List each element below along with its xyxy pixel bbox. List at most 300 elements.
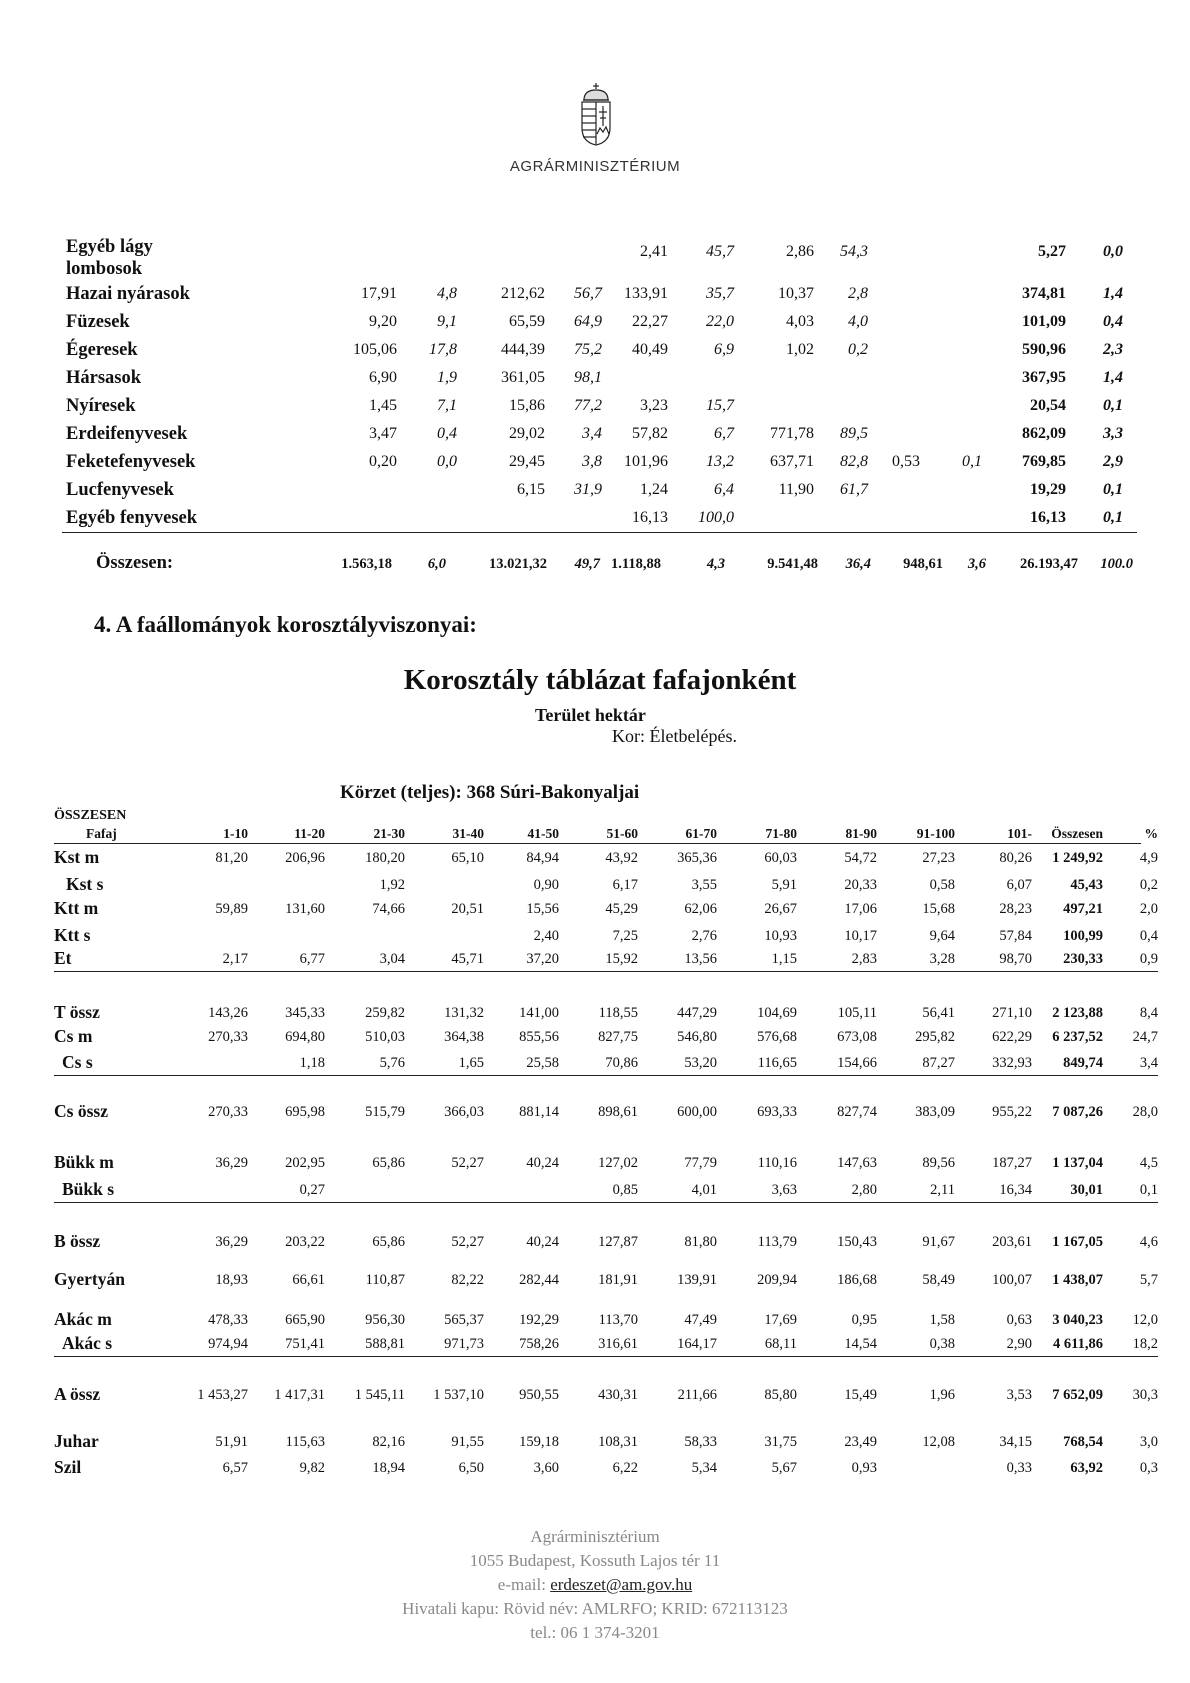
age-cell: 383,09	[915, 1104, 955, 1120]
age-cell: 2,40	[533, 928, 559, 944]
age-cell: 82,16	[372, 1434, 405, 1450]
table-cell: 1,4	[1103, 369, 1123, 386]
age-cell: 4,01	[691, 1182, 717, 1198]
age-cell: 131,60	[285, 901, 325, 917]
table-cell: 16,13	[1030, 509, 1066, 526]
column-header: %	[1144, 826, 1158, 841]
age-cell: 57,84	[999, 928, 1032, 944]
age-cell: 0,93	[851, 1460, 877, 1476]
age-cell: 2 123,88	[1052, 1005, 1103, 1021]
age-cell: 10,17	[844, 928, 877, 944]
age-cell: 673,08	[837, 1029, 877, 1045]
age-cell: 56,41	[922, 1005, 955, 1021]
age-cell: 30,01	[1070, 1182, 1103, 1198]
total-cell: 3,6	[967, 556, 986, 572]
age-cell: 827,75	[598, 1029, 638, 1045]
age-cell: 600,00	[677, 1104, 717, 1120]
table-cell: 13,2	[706, 453, 734, 470]
age-cell: 3,0	[1139, 1434, 1158, 1450]
age-cell: 695,98	[285, 1104, 325, 1120]
species-label: Erdeifenyvesek	[66, 424, 188, 444]
age-cell: 147,63	[837, 1155, 877, 1171]
species-row-label: T össz	[54, 1002, 100, 1022]
age-cell: 65,10	[451, 850, 484, 866]
table-cell: 6,90	[369, 369, 397, 386]
age-cell: 108,31	[598, 1434, 638, 1450]
coat-of-arms-logo	[578, 82, 614, 146]
species-row-label: Cs s	[62, 1052, 93, 1072]
table-cell: 105,06	[353, 341, 397, 358]
table-cell: 3,47	[369, 425, 397, 442]
species-row-label: Kst m	[54, 847, 100, 867]
age-cell: 855,56	[519, 1029, 559, 1045]
age-cell: 5,76	[379, 1055, 405, 1071]
table-cell: 17,8	[429, 341, 457, 358]
footer-email-line	[345, 1575, 845, 1595]
age-cell: 0,63	[1006, 1312, 1032, 1328]
age-cell: 2,80	[851, 1182, 877, 1198]
age-cell: 37,20	[526, 951, 559, 967]
age-cell: 7 087,26	[1052, 1104, 1103, 1120]
age-cell: 52,27	[451, 1234, 484, 1250]
table-cell: 0,1	[1103, 397, 1123, 414]
age-cell: 282,44	[519, 1272, 559, 1288]
age-cell: 270,33	[208, 1104, 248, 1120]
table-cell: 6,4	[714, 481, 734, 498]
table-cell: 22,0	[706, 313, 734, 330]
table-cell: 82,8	[840, 453, 868, 470]
table-cell: 1,9	[437, 369, 457, 386]
age-cell: 98,70	[999, 951, 1032, 967]
age-cell: 206,96	[285, 850, 325, 866]
age-cell: 36,29	[215, 1155, 248, 1171]
subtotal-rule	[54, 971, 1158, 972]
species-row-label: Cs össz	[54, 1101, 108, 1121]
age-cell: 91,67	[922, 1234, 955, 1250]
table-cell: 89,5	[840, 425, 868, 442]
total-cell: 36,4	[845, 556, 871, 572]
table-cell: 19,29	[1030, 481, 1066, 498]
age-cell: 81,80	[684, 1234, 717, 1250]
table-cell: 0,1	[962, 453, 982, 470]
age-cell: 65,86	[372, 1234, 405, 1250]
table-cell: 6,15	[517, 481, 545, 498]
age-cell: 7 652,09	[1052, 1387, 1103, 1403]
table-cell: 3,3	[1103, 425, 1123, 442]
species-label: Lucfenyvesek	[66, 480, 174, 500]
species-row-label: Bükk s	[62, 1179, 115, 1199]
age-cell: 1 453,27	[197, 1387, 248, 1403]
age-cell: 1,15	[771, 951, 797, 967]
table-subtitle: Terület hektár	[535, 705, 646, 725]
age-cell: 53,20	[684, 1055, 717, 1071]
table-cell: 4,8	[437, 285, 457, 302]
age-cell: 45,71	[451, 951, 484, 967]
table-cell: 20,54	[1030, 397, 1066, 414]
age-cell: 159,18	[519, 1434, 559, 1450]
table-cell: 590,96	[1022, 341, 1066, 358]
age-cell: 4 611,86	[1053, 1336, 1103, 1352]
table-cell: 57,82	[632, 425, 668, 442]
age-cell: 665,90	[285, 1312, 325, 1328]
age-cell: 51,91	[215, 1434, 248, 1450]
age-cell: 546,80	[677, 1029, 717, 1045]
table-cell: 1,45	[369, 397, 397, 414]
species-label: Feketefenyvesek	[66, 452, 196, 472]
table-cell: 45,7	[706, 243, 734, 260]
age-cell: 693,33	[757, 1104, 797, 1120]
age-cell: 15,92	[605, 951, 638, 967]
age-cell: 31,75	[764, 1434, 797, 1450]
footer-org: Agrárminisztérium	[530, 1527, 660, 1546]
table-cell: 17,91	[361, 285, 397, 302]
age-cell: 345,33	[285, 1005, 325, 1021]
age-cell: 3 040,23	[1052, 1312, 1103, 1328]
age-cell: 1,92	[379, 877, 405, 893]
age-cell: 131,32	[444, 1005, 484, 1021]
age-cell: 8,4	[1139, 1005, 1158, 1021]
table-cell: 54,3	[840, 243, 868, 260]
table-cell: 0,4	[1103, 313, 1123, 330]
age-cell: 694,80	[285, 1029, 325, 1045]
total-cell: 13.021,32	[489, 556, 547, 572]
age-cell: 6,07	[1006, 877, 1032, 893]
age-cell: 510,03	[365, 1029, 405, 1045]
table-cell: 100,0	[698, 509, 734, 526]
age-cell: 1,96	[929, 1387, 955, 1403]
age-cell: 230,33	[1063, 951, 1103, 967]
age-cell: 12,08	[922, 1434, 955, 1450]
section-heading: 4. A faállományok korosztályviszonyai:	[94, 612, 477, 637]
age-cell: 14,54	[844, 1336, 877, 1352]
subtotal-rule	[54, 1075, 1158, 1076]
age-cell: 0,90	[533, 877, 559, 893]
age-cell: 6,17	[612, 877, 638, 893]
age-cell: 5,91	[771, 877, 797, 893]
age-cell: 622,29	[992, 1029, 1032, 1045]
age-cell: 113,70	[598, 1312, 638, 1328]
age-cell: 89,56	[922, 1155, 955, 1171]
age-cell: 143,26	[208, 1005, 248, 1021]
table-cell: 0,2	[848, 341, 868, 358]
age-cell: 85,80	[764, 1387, 797, 1403]
species-label: lombosok	[66, 259, 143, 279]
total-cell: 100.0	[1100, 556, 1133, 572]
age-cell: 100,99	[1063, 928, 1103, 944]
total-cell: 4,3	[706, 556, 725, 572]
age-cell: 18,94	[372, 1460, 405, 1476]
age-cell: 5,7	[1139, 1272, 1158, 1288]
age-cell: 2,0	[1139, 901, 1158, 917]
age-cell: 0,9	[1139, 951, 1158, 967]
age-cell: 187,27	[992, 1155, 1032, 1171]
age-cell: 202,95	[285, 1155, 325, 1171]
age-cell: 27,23	[922, 850, 955, 866]
table-cell: 3,4	[582, 425, 602, 442]
column-header: 41-50	[527, 826, 559, 841]
age-cell: 6 237,52	[1052, 1029, 1103, 1045]
age-cell: 758,26	[519, 1336, 559, 1352]
footer-email-link[interactable]: erdeszet@am.gov.hu	[550, 1575, 693, 1594]
age-cell: 974,94	[208, 1336, 248, 1352]
age-cell: 141,00	[519, 1005, 559, 1021]
total-group-label: ÖSSZESEN	[54, 808, 127, 823]
age-cell: 15,56	[526, 901, 559, 917]
age-cell: 13,56	[684, 951, 717, 967]
table-cell: 6,7	[714, 425, 734, 442]
table-cell: 4,0	[848, 313, 868, 330]
subtotal-rule	[54, 1202, 1158, 1203]
age-cell: 25,58	[526, 1055, 559, 1071]
age-cell: 110,16	[757, 1155, 797, 1171]
table-cell: 6,9	[714, 341, 734, 358]
age-cell: 47,49	[684, 1312, 717, 1328]
age-cell: 91,55	[451, 1434, 484, 1450]
age-cell: 5,67	[771, 1460, 797, 1476]
age-cell: 0,4	[1139, 928, 1158, 944]
age-cell: 3,28	[929, 951, 955, 967]
age-cell: 192,29	[519, 1312, 559, 1328]
species-row-label: Et	[54, 948, 72, 968]
age-cell: 30,3	[1132, 1387, 1158, 1403]
table-cell: 16,13	[632, 509, 668, 526]
total-label: Összesen:	[96, 553, 174, 573]
age-cell: 2,90	[1006, 1336, 1032, 1352]
top-table-rule	[62, 532, 1137, 533]
age-cell: 3,04	[379, 951, 405, 967]
species-label: Égeresek	[66, 340, 138, 360]
age-cell: 751,41	[285, 1336, 325, 1352]
age-cell: 478,33	[208, 1312, 248, 1328]
table-cell: 29,02	[509, 425, 545, 442]
age-cell: 65,86	[372, 1155, 405, 1171]
table-cell: 0,4	[437, 425, 457, 442]
age-cell: 203,61	[992, 1234, 1032, 1250]
species-row-label: Bükk m	[54, 1152, 114, 1172]
age-cell: 259,82	[365, 1005, 405, 1021]
table-cell: 2,41	[640, 243, 668, 260]
table-cell: 15,86	[509, 397, 545, 414]
age-cell: 115,63	[285, 1434, 325, 1450]
age-cell: 1 417,31	[274, 1387, 325, 1403]
age-cell: 0,38	[929, 1336, 955, 1352]
footer-address: 1055 Budapest, Kossuth Lajos tér 11	[469, 1551, 721, 1570]
table-cell: 133,91	[624, 285, 668, 302]
ministry-name: AGRÁRMINISZTÉRIUM	[509, 158, 681, 175]
age-cell: 515,79	[365, 1104, 405, 1120]
age-cell: 127,87	[598, 1234, 638, 1250]
age-cell: 3,55	[691, 877, 717, 893]
column-header: Összesen	[1051, 826, 1103, 841]
table-cell: 65,59	[509, 313, 545, 330]
table-cell: 0,1	[1103, 481, 1123, 498]
age-cell: 3,53	[1006, 1387, 1032, 1403]
age-cell: 10,93	[764, 928, 797, 944]
subtotal-rule	[54, 1356, 1158, 1357]
age-cell: 28,0	[1132, 1104, 1158, 1120]
age-cell: 1,18	[299, 1055, 325, 1071]
age-cell: 1 537,10	[433, 1387, 484, 1403]
age-cell: 1 438,07	[1052, 1272, 1103, 1288]
species-row-label: Ktt m	[54, 898, 99, 918]
age-cell: 364,38	[444, 1029, 484, 1045]
table-cell: 98,1	[574, 369, 602, 386]
footer-phone: tel.: 06 1 374-3201	[530, 1623, 660, 1642]
age-cell: 211,66	[677, 1387, 717, 1403]
table-cell: 0,0	[437, 453, 457, 470]
age-cell: 17,06	[844, 901, 877, 917]
column-header: 71-80	[765, 826, 797, 841]
age-cell: 100,07	[992, 1272, 1032, 1288]
header-rule	[54, 843, 1141, 844]
age-cell: 150,43	[837, 1234, 877, 1250]
age-cell: 66,61	[292, 1272, 325, 1288]
total-cell: 1.118,88	[611, 556, 661, 572]
table-cell: 11,90	[778, 481, 814, 498]
age-cell: 80,26	[999, 850, 1032, 866]
age-cell: 164,17	[677, 1336, 717, 1352]
age-cell: 898,61	[598, 1104, 638, 1120]
column-header: 51-60	[606, 826, 638, 841]
table-cell: 0,53	[892, 453, 920, 470]
table-cell: 15,7	[706, 397, 734, 414]
species-row-label: Akác m	[54, 1309, 112, 1329]
age-cell: 45,29	[605, 901, 638, 917]
table-cell: 0,1	[1103, 509, 1123, 526]
table-cell: 61,7	[840, 481, 868, 498]
age-cell: 63,92	[1070, 1460, 1103, 1476]
age-cell: 60,03	[764, 850, 797, 866]
column-header: 91-100	[916, 826, 955, 841]
age-cell: 316,61	[598, 1336, 638, 1352]
age-cell: 365,36	[677, 850, 717, 866]
column-header: 1-10	[223, 826, 248, 841]
age-cell: 950,55	[519, 1387, 559, 1403]
age-cell: 18,2	[1132, 1336, 1158, 1352]
age-cell: 1 167,05	[1052, 1234, 1103, 1250]
table-cell: 5,27	[1038, 243, 1066, 260]
age-cell: 12,0	[1132, 1312, 1158, 1328]
age-cell: 74,66	[372, 901, 405, 917]
total-cell: 948,61	[903, 556, 943, 572]
age-cell: 40,24	[526, 1155, 559, 1171]
age-cell: 17,69	[764, 1312, 797, 1328]
age-cell: 1 545,11	[354, 1387, 405, 1403]
table-cell: 361,05	[501, 369, 545, 386]
age-cell: 77,79	[684, 1155, 717, 1171]
age-cell: 3,60	[533, 1460, 559, 1476]
table-cell: 367,95	[1022, 369, 1066, 386]
species-label: Füzesek	[66, 312, 130, 332]
age-cell: 15,68	[922, 901, 955, 917]
species-row-label: Kst s	[66, 874, 104, 894]
age-cell: 0,33	[1006, 1460, 1032, 1476]
table-cell: 101,96	[624, 453, 668, 470]
age-cell: 9,82	[299, 1460, 325, 1476]
species-label: Egyéb fenyvesek	[66, 508, 198, 528]
age-cell: 18,93	[215, 1272, 248, 1288]
species-row-label: Gyertyán	[54, 1269, 125, 1289]
table-cell: 1,4	[1103, 285, 1123, 302]
table-cell: 10,37	[778, 285, 814, 302]
age-cell: 84,94	[526, 850, 559, 866]
age-cell: 16,34	[999, 1182, 1032, 1198]
age-cell: 26,67	[764, 901, 797, 917]
age-cell: 70,86	[605, 1055, 638, 1071]
age-cell: 332,93	[992, 1055, 1032, 1071]
age-cell: 849,74	[1063, 1055, 1103, 1071]
age-basis-label: Kor: Életbelépés.	[612, 726, 737, 746]
species-row-label: Akác s	[62, 1333, 113, 1353]
table-cell: 77,2	[574, 397, 602, 414]
table-cell: 1,02	[786, 341, 814, 358]
age-cell: 180,20	[365, 850, 405, 866]
age-cell: 127,02	[598, 1155, 638, 1171]
table-cell: 3,8	[582, 453, 602, 470]
age-cell: 81,20	[215, 850, 248, 866]
total-cell: 26.193,47	[1020, 556, 1078, 572]
age-cell: 40,24	[526, 1234, 559, 1250]
age-cell: 3,63	[771, 1182, 797, 1198]
age-cell: 20,33	[844, 877, 877, 893]
table-cell: 40,49	[632, 341, 668, 358]
species-row-label: B össz	[54, 1231, 101, 1251]
age-cell: 1 249,92	[1052, 850, 1103, 866]
age-cell: 118,55	[598, 1005, 638, 1021]
age-cell: 0,58	[929, 877, 955, 893]
age-cell: 154,66	[837, 1055, 877, 1071]
age-cell: 565,37	[444, 1312, 484, 1328]
age-cell: 768,54	[1063, 1434, 1103, 1450]
age-cell: 366,03	[444, 1104, 484, 1120]
age-cell: 3,4	[1139, 1055, 1158, 1071]
age-cell: 7,25	[612, 928, 638, 944]
age-cell: 0,27	[299, 1182, 325, 1198]
table-cell: 637,71	[770, 453, 814, 470]
table-cell: 35,7	[706, 285, 734, 302]
age-cell: 6,57	[222, 1460, 248, 1476]
age-cell: 6,77	[299, 951, 325, 967]
age-cell: 203,22	[285, 1234, 325, 1250]
age-cell: 0,1	[1139, 1182, 1158, 1198]
total-cell: 49,7	[574, 556, 600, 572]
table-cell: 1,24	[640, 481, 668, 498]
age-cell: 270,33	[208, 1029, 248, 1045]
table-cell: 771,78	[770, 425, 814, 442]
age-cell: 105,11	[837, 1005, 877, 1021]
age-cell: 87,27	[922, 1055, 955, 1071]
age-cell: 209,94	[757, 1272, 797, 1288]
age-cell: 971,73	[444, 1336, 484, 1352]
age-cell: 34,15	[999, 1434, 1032, 1450]
age-cell: 59,89	[215, 901, 248, 917]
age-cell: 956,30	[365, 1312, 405, 1328]
district-label: Körzet (teljes): 368 Súri-Bakonyaljai	[340, 782, 640, 803]
age-cell: 271,10	[992, 1005, 1032, 1021]
age-cell: 139,91	[677, 1272, 717, 1288]
table-cell: 64,9	[574, 313, 602, 330]
table-cell: 31,9	[574, 481, 602, 498]
age-cell: 5,34	[691, 1460, 717, 1476]
column-header: 31-40	[452, 826, 484, 841]
age-cell: 2,11	[930, 1182, 955, 1198]
footer-email-prefix: e-mail:	[497, 1575, 551, 1594]
age-cell: 110,87	[365, 1272, 405, 1288]
age-cell: 6,50	[458, 1460, 484, 1476]
age-cell: 881,14	[519, 1104, 559, 1120]
table-cell: 75,2	[574, 341, 602, 358]
age-cell: 9,64	[929, 928, 955, 944]
